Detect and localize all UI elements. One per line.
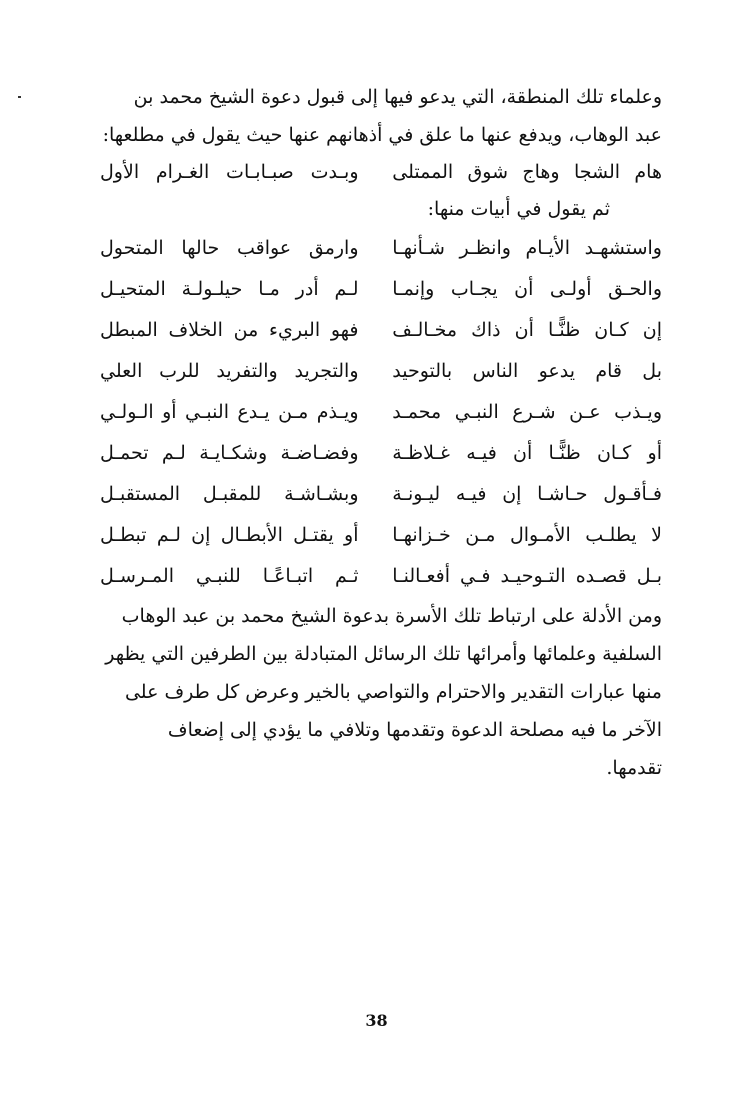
paragraph-line: وعلماء تلك المنطقة، التي يدعو فيها إلى قبول دعوة الشيخ محمد بن xyxy=(133,86,662,108)
poem-verse xyxy=(100,269,662,310)
opening-paragraph xyxy=(100,78,662,154)
verse-second-hemistich: وبشـاشـة للمقبـل المستقبـل xyxy=(100,483,359,505)
verse-first-hemistich: أو كـان ظنًّـا أن فيـه غـلاظـة xyxy=(392,442,662,464)
poem-verse xyxy=(100,154,662,190)
poem-verse xyxy=(100,310,662,351)
paragraph-line: عبد الوهاب، ويدفع عنها ما علق في أذهانهم عنها حيث يقول في مطلعها: xyxy=(102,124,662,146)
page-body xyxy=(100,78,662,787)
verse-first-hemistich: ويـذب عـن شـرع النبـي محمـد xyxy=(392,401,662,423)
page-number: 38 xyxy=(365,1011,388,1030)
poem-verse xyxy=(100,474,662,515)
poem-verse xyxy=(100,228,662,269)
verse-second-hemistich: فهو البريء من الخلاف المبطل xyxy=(100,319,359,341)
verse-first-hemistich: لا يطلـب الأمـوال مـن خـزانهـا xyxy=(392,524,662,546)
verse-second-hemistich: أو يقتـل الأبطـال إن لـم تبطـل xyxy=(100,524,359,546)
verse-first-hemistich: إن كـان ظنًّـا أن ذاك مخـالـف xyxy=(392,319,662,341)
poem-verse xyxy=(100,556,662,597)
scan-mark xyxy=(18,96,21,98)
poem-verse xyxy=(100,351,662,392)
poem-excerpt xyxy=(100,228,662,597)
verse-second-hemistich: وارمق عواقب حالها المتحول xyxy=(100,237,359,259)
verse-first-hemistich: فـأقـول حـاشـا إن فيـه ليـونـة xyxy=(392,483,662,505)
paragraph-line: ومن الأدلة على ارتباط تلك الأسرة بدعوة الشيخ محمد بن عبد الوهاب xyxy=(121,605,662,627)
paragraph-line: الآخر ما فيه مصلحة الدعوة وتقدمها وتلافي ما يؤدي إلى إضعاف xyxy=(167,719,662,741)
paragraph-line: تقدمها. xyxy=(606,757,662,779)
verse-first-hemistich: هام الشجا وهاج شوق الممتلى xyxy=(392,161,662,183)
poem-verse xyxy=(100,433,662,474)
verse-first-hemistich: بل قام يدعو الناس بالتوحيد xyxy=(392,360,662,382)
verse-second-hemistich: لـم أدر مـا حيلـولـة المتحيـل xyxy=(100,278,359,300)
verse-second-hemistich: ثـم اتبـاعًـا للنبـي المـرسـل xyxy=(100,565,359,587)
paragraph-line: منها عبارات التقدير والاحترام والتواصي بالخير وعرض كل طرف على xyxy=(124,681,662,703)
verse-second-hemistich: والتجريد والتفريد للرب العلي xyxy=(100,360,359,382)
verse-second-hemistich: وفضـاضـة وشكـايـة لـم تحمـل xyxy=(100,442,359,464)
verse-first-hemistich: بـل قصـده التـوحيـد فـي أفعـالنـا xyxy=(392,565,662,587)
poem-verse xyxy=(100,392,662,433)
transition-line: ثم يقول في أبيات منها: xyxy=(427,198,610,220)
verse-second-hemistich: وبـدت صبـابـات الغـرام الأول xyxy=(100,161,359,183)
verse-first-hemistich: والحـق أولـى أن يجـاب وإنمـا xyxy=(392,278,662,300)
poem-verse xyxy=(100,515,662,556)
verse-first-hemistich: واستشهـد الأيـام وانظـر شـأنهـا xyxy=(392,237,662,259)
closing-paragraph xyxy=(100,597,662,787)
paragraph-line: السلفية وعلمائها وأمرائها تلك الرسائل المتبادلة بين الطرفين التي يظهر xyxy=(105,643,662,665)
verse-second-hemistich: ويـذم مـن يـدع النبـي أو الـولـي xyxy=(100,401,359,423)
